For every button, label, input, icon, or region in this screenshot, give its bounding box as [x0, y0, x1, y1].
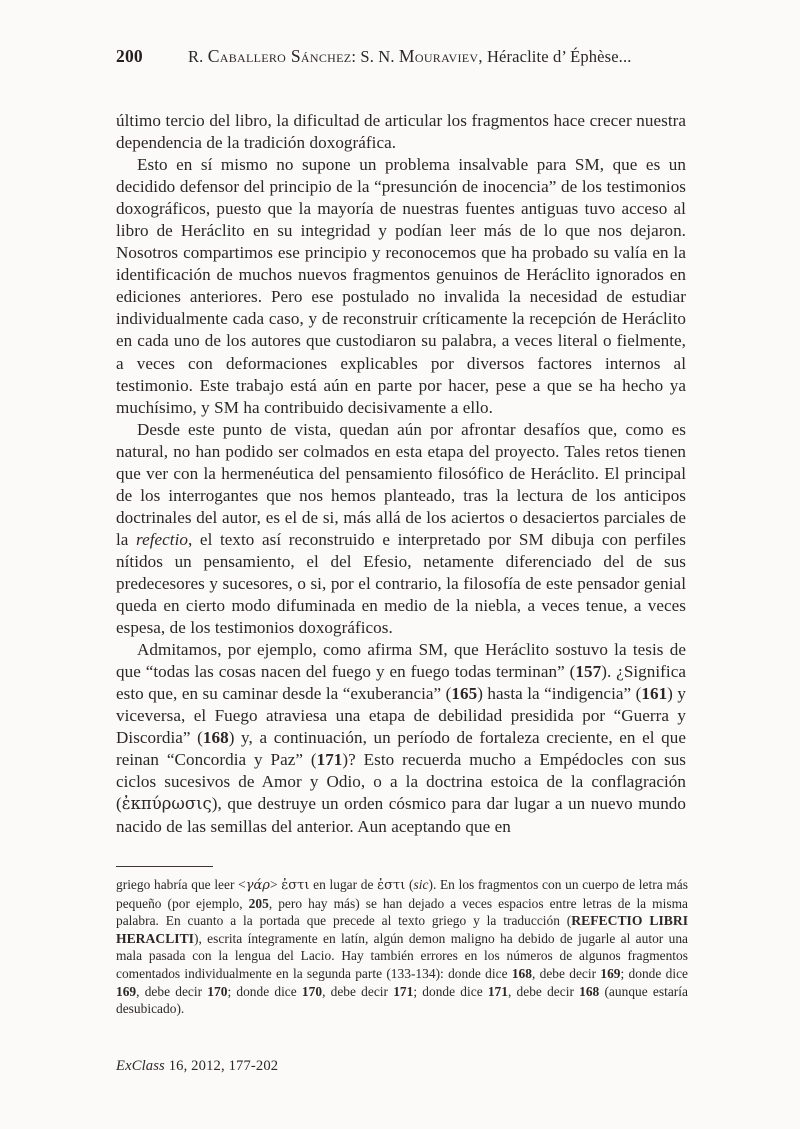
text-run: Esto en sí mismo no supone un problema insalvable para SM, que es un decidido defensor del principio de la “presunción de inocencia” de los testimonios doxográficos, puesto que la mayoría de nuestras fuentes antiguas tuvo acceso al libro de Heráclito en su integridad y podían leer más de lo que nos dejaron. Nosotros compartimos ese principio y reconocemos que ha probado su valía en la identificación de muchos nuevos fragmentos genuinos de Heráclito ignorados en ediciones anteriores. Pero ese postulado no invalida la necesidad de estudiar individualmente cada caso, y de reconstruir críticamente la recepción de Heráclito en cada uno de los autores que custodiaron su palabra, a veces literal o fielmente, a veces con deformaciones explicables por diversos factores internos al testimonio. Este trabajo está aún en parte por hacer, pese a que se ha hecho ya muchísimo, y SM ha contribuido decisivamente a ello. [116, 155, 686, 417]
text-run: ). En los fragmentos con un cuerpo de letra más pequeño (por ejemplo, [116, 877, 688, 911]
journal-citation-details: 16, 2012, 177-202 [164, 1058, 279, 1074]
bold-reference-number: 157 [575, 662, 602, 682]
body-paragraph [116, 419, 686, 639]
greek-run: ἐστι [281, 878, 310, 894]
text-run: (aunque estaría desubicado). [116, 983, 688, 1017]
bold-reference-number: 171 [487, 983, 508, 999]
running-head-separator: : S. N. [351, 47, 399, 66]
text-run: ) y, a continuación, un período de fortaleza creciente, en el que reinan “Concordia y Paz” ( [116, 728, 686, 770]
text-run: , debe decir [531, 966, 601, 982]
bold-reference-number: 168 [579, 983, 600, 999]
text-run: , debe decir [508, 983, 580, 999]
greek-run: ἐστι [377, 878, 406, 894]
italic-run: sic [413, 877, 429, 893]
running-head-title-tail: , Héraclite d’ Éphèse... [478, 47, 632, 66]
text-run: ). ¿Significa esto que, en su caminar desde la “exuberancia” ( [116, 662, 686, 704]
text-run: , pero hay más) se han dejado a veces espacios entre letras de la misma palabra. En cuanto a la portada que precede al texto griego y la traducción ( [116, 895, 688, 929]
text-run: )? Esto recuerda mucho a Empédocles con sus ciclos sucesivos de Amor y Odio, o a la doctrina estoica de la conflagración ( [116, 750, 686, 814]
text-run: Desde este punto de vista, quedan aún por afrontar desafíos que, como es natural, no han podido ser colmados en esta etapa del proyecto. Tales retos tienen que ver con la hermenéutica del pensamiento filosófico de Heráclito. El principal de los interrogantes que nos hemos planteado, tras la lectura de los anticipos doctrinales del autor, es el de si, más allá de los aciertos o desaciertos parciales de la [116, 419, 686, 549]
bold-reference-number: 169 [116, 983, 137, 999]
text-run: ), escrita íntegramente en latín, algún demon maligno ha debido de jugarle al autor una mala pasada con la lengua del Lacio. Hay también errores en los números de algunos fragmentos comentados individualmente en la segunda parte (133-134): donde dice [116, 930, 688, 982]
text-run: en lugar de [309, 877, 378, 893]
text-run: , el texto así reconstruido e interpretado por SM dibuja con perfiles nítidos un pensamiento, el del Efesio, netamente diferenciado del de sus predecesores y sucesores, o si, por el contrario, la filosofía de este pensador genial queda en cierto modo difuminada en medio de la niebla, a veces tenue, a veces espesa, de los testimonios doxográficos. [116, 529, 686, 638]
bold-reference-number: 170 [207, 983, 228, 999]
text-run: Admitamos, por ejemplo, como afirma SM, que Heráclito sostuvo la tesis de que “todas las cosas nacen del fuego y en fuego todas terminan” ( [116, 640, 686, 682]
running-head [116, 46, 686, 70]
text-run: ) y viceversa, el Fuego atraviesa una etapa de debilidad presidida por “Guerra y Discordia” ( [116, 684, 686, 748]
bold-reference-number: 171 [393, 983, 414, 999]
running-head-author-initial: R. [188, 47, 208, 66]
running-head-author-smallcaps: Caballero Sánchez [207, 46, 352, 66]
body-text-block [116, 110, 686, 838]
text-run: ), que destruye un orden cósmico para dar lugar a un nuevo mundo nacido de las semillas del anterior. Aun aceptando que en [116, 794, 686, 836]
footnote-zone [116, 866, 688, 1018]
bold-caps-title-run: REFECTIO LIBRI HERACLITI [116, 913, 688, 946]
text-run: , debe decir [136, 983, 208, 999]
bold-reference-number: 165 [451, 684, 478, 704]
body-paragraph [116, 110, 686, 154]
text-run: > [269, 877, 282, 893]
body-paragraph [116, 154, 686, 419]
italic-run: refectio [136, 529, 189, 549]
running-head-title [188, 46, 632, 67]
running-head-reviewed-smallcaps: Mouraviev [398, 46, 479, 66]
text-run: griego habría que leer < [116, 877, 246, 893]
body-paragraph [116, 639, 686, 837]
bold-reference-number: 171 [316, 750, 343, 770]
journal-citation-footer [116, 1058, 278, 1075]
greek-run: ἐκπύρωσις [121, 794, 212, 814]
bold-reference-number: 168 [202, 728, 229, 748]
journal-name: ExClass [116, 1058, 165, 1074]
text-run: ; donde dice [227, 983, 302, 999]
greek-italic-run: γάρ [245, 878, 270, 894]
bold-reference-number: 169 [600, 966, 621, 982]
text-run: ; donde dice [413, 983, 488, 999]
text-run: ; donde dice [620, 966, 688, 982]
text-run: ) hasta la “indigencia” ( [477, 684, 642, 704]
text-run: , debe decir [322, 983, 394, 999]
footnote-separator-rule [116, 866, 213, 867]
page-folio-number: 200 [116, 46, 143, 66]
bold-reference-number: 170 [301, 983, 323, 999]
bold-reference-number: 168 [511, 966, 532, 982]
bold-reference-number: 205 [248, 895, 269, 911]
text-run: último tercio del libro, la dificultad de articular los fragmentos hace crecer nuestra dependencia de la tradición doxográfica. [116, 111, 686, 153]
text-run: ( [405, 877, 414, 893]
footnote-text [116, 876, 688, 1018]
bold-reference-number: 161 [641, 684, 668, 704]
